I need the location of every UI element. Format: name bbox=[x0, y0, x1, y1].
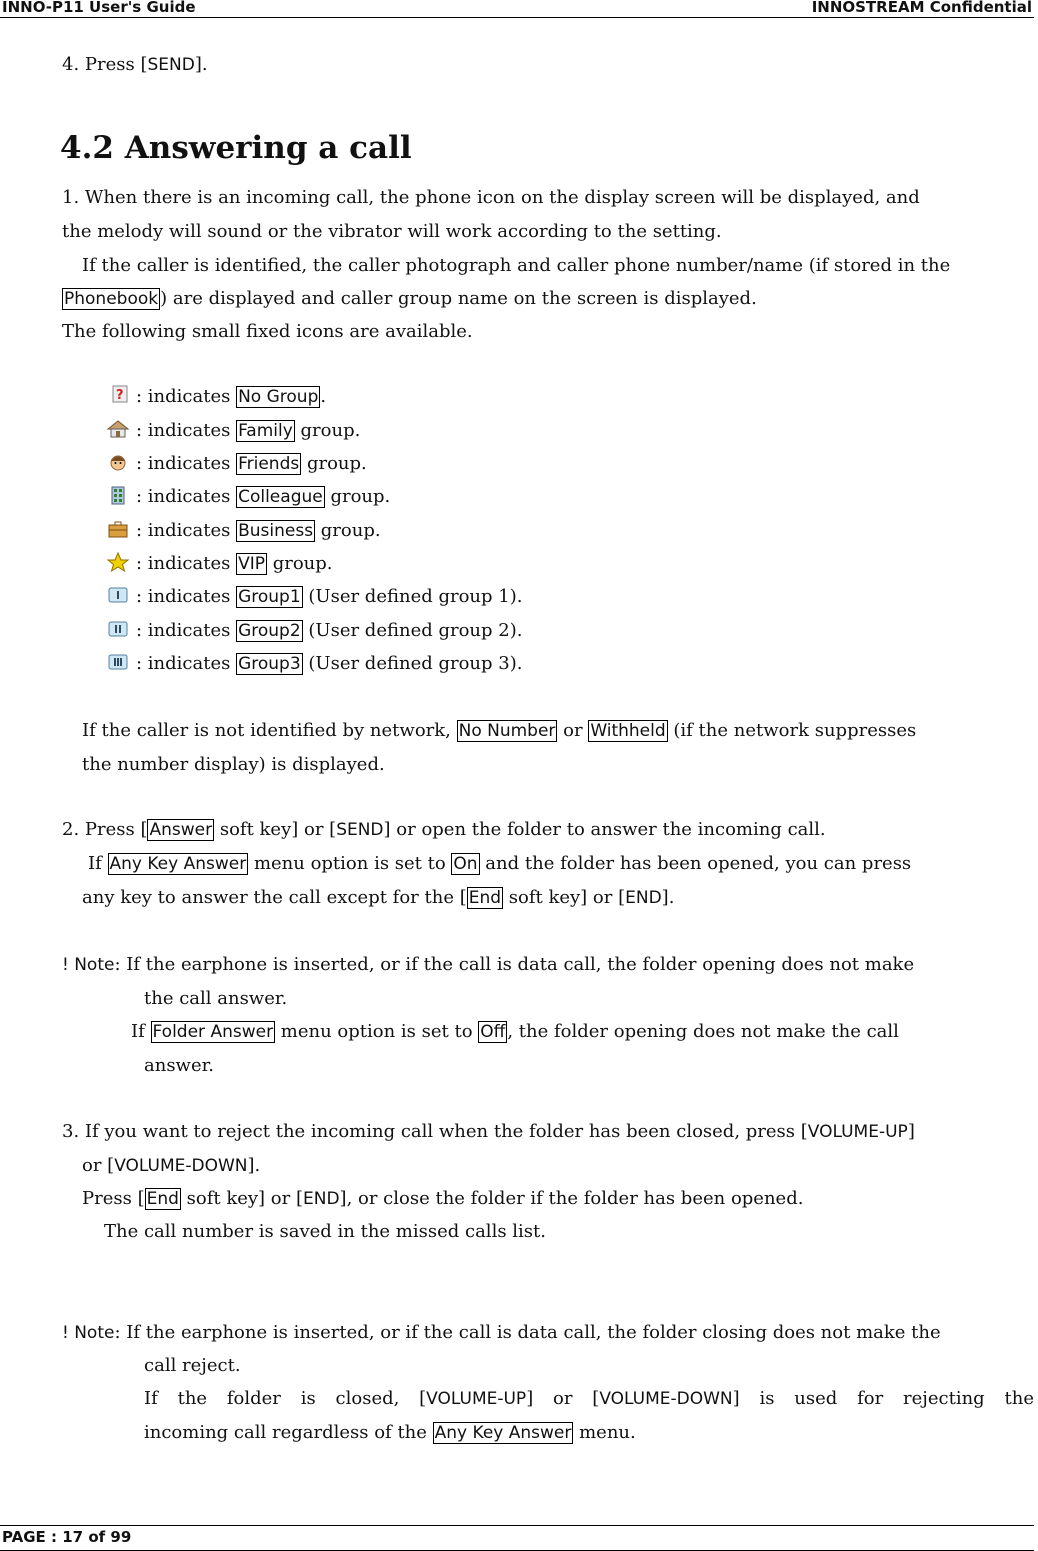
group-post: group. bbox=[267, 553, 333, 574]
note-label: ! Note bbox=[62, 1323, 115, 1343]
group-name: Group1 bbox=[238, 587, 301, 607]
note2-l3-c: ] is used for rejecting the bbox=[732, 1388, 1034, 1409]
note-label: ! Note bbox=[62, 955, 115, 975]
end-softkey-term: End bbox=[146, 1189, 179, 1209]
group-sep: : bbox=[136, 520, 143, 541]
send-key-label: SEND bbox=[336, 820, 384, 840]
on-term: On bbox=[453, 854, 478, 874]
face-icon bbox=[106, 452, 130, 472]
p1-line5: The following small fixed icons are available. bbox=[62, 321, 473, 342]
group-pre: indicates bbox=[142, 386, 237, 407]
step2-l2-post: and the folder has been opened, you can press bbox=[479, 853, 912, 874]
roman-three-icon bbox=[106, 652, 130, 672]
note2-text: : If the earphone is inserted, or if the call is data call, the folder closing does not make the bbox=[114, 1322, 941, 1343]
note2-l3-b: ] or [ bbox=[526, 1388, 600, 1409]
note2-l4-post: menu. bbox=[573, 1422, 636, 1443]
note2-line4 bbox=[144, 1421, 636, 1445]
note2-line3 bbox=[144, 1387, 1034, 1411]
p1-line4 bbox=[62, 287, 757, 311]
p1-line4-text: ) are displayed and caller group name on the screen is displayed. bbox=[160, 288, 757, 309]
group-pre: indicates bbox=[142, 453, 237, 474]
group-pre: indicates bbox=[142, 620, 237, 641]
volume-up-key-label: VOLUME-UP bbox=[426, 1389, 527, 1409]
group-sep: : bbox=[136, 386, 143, 407]
withheld-term: Withheld bbox=[590, 721, 666, 741]
question-icon bbox=[106, 385, 130, 405]
group-sep: : bbox=[136, 553, 143, 574]
group-item-vip bbox=[106, 552, 333, 576]
step3-l2-pre: or [ bbox=[82, 1155, 115, 1176]
group-name: Colleague bbox=[238, 487, 323, 507]
step4-pre: 4. Press [ bbox=[62, 54, 148, 75]
end-softkey-term: End bbox=[468, 888, 502, 908]
step3-pre: 3. If you want to reject the incoming call when the folder has been closed, press [ bbox=[62, 1121, 808, 1142]
group-post: . bbox=[320, 386, 327, 407]
building-icon bbox=[106, 485, 130, 505]
group-post: group. bbox=[324, 486, 391, 507]
note2-l4-pre: incoming call regardless of the bbox=[144, 1422, 433, 1443]
unidentified-line2: the number display) is displayed. bbox=[82, 754, 385, 775]
step2-pre: 2. Press [ bbox=[62, 819, 148, 840]
unidentified-line1 bbox=[82, 719, 916, 743]
group-post: (User defined group 1). bbox=[302, 586, 523, 607]
unidentified-pre: If the caller is not identified by network, bbox=[82, 720, 457, 741]
volume-up-key-label: VOLUME-UP bbox=[807, 1122, 908, 1142]
group-pre: indicates bbox=[142, 486, 237, 507]
star-icon bbox=[106, 552, 130, 572]
group-item-no-group bbox=[106, 385, 326, 409]
step3-l2-post: ]. bbox=[247, 1155, 261, 1176]
group-pre: indicates bbox=[142, 420, 237, 441]
unidentified-mid: or bbox=[557, 720, 589, 741]
answer-softkey-term: Answer bbox=[149, 820, 213, 840]
folder-answer-term: Folder Answer bbox=[152, 1022, 274, 1042]
step3-l3-mid: soft key] or [ bbox=[180, 1188, 303, 1209]
section-title: 4.2 Answering a call bbox=[60, 130, 412, 166]
house-icon bbox=[106, 419, 130, 439]
step2-post: ] or open the folder to answer the incoming call. bbox=[383, 819, 826, 840]
note1-text: : If the earphone is inserted, or if the call is data call, the folder opening does not make bbox=[114, 954, 915, 975]
no-number-term: No Number bbox=[458, 721, 556, 741]
group-pre: indicates bbox=[142, 653, 237, 674]
note1-l3-post: , the folder opening does not make the call bbox=[507, 1021, 899, 1042]
p1-line3: If the caller is identified, the caller photograph and caller phone number/name (if stored in the bbox=[82, 255, 951, 276]
group-post: group. bbox=[294, 420, 361, 441]
step3-line1 bbox=[62, 1120, 915, 1144]
group-name: Group3 bbox=[238, 654, 301, 674]
briefcase-icon bbox=[106, 519, 130, 539]
group-name: Friends bbox=[238, 454, 300, 474]
group-name: Group2 bbox=[238, 621, 301, 641]
note1-l3-pre: If bbox=[131, 1021, 151, 1042]
step2-line1 bbox=[62, 818, 826, 842]
send-key-label: SEND bbox=[147, 55, 195, 75]
group-sep: : bbox=[136, 420, 143, 441]
step2-line2 bbox=[88, 852, 911, 876]
volume-down-key-label: VOLUME-DOWN bbox=[599, 1389, 733, 1409]
svg-text:?: ? bbox=[116, 388, 124, 403]
step3-line4: The call number is saved in the missed calls list. bbox=[104, 1221, 546, 1242]
step2-l3-post: ]. bbox=[661, 887, 675, 908]
group-sep: : bbox=[136, 486, 143, 507]
step2-line3 bbox=[82, 886, 674, 910]
end-key-label: END bbox=[302, 1189, 340, 1209]
step3-l3-pre: Press [ bbox=[82, 1188, 145, 1209]
step4-line bbox=[62, 53, 208, 77]
end-key-label: END bbox=[625, 888, 662, 908]
note1-line1 bbox=[62, 953, 914, 977]
step2-l3-pre: any key to answer the call except for the [ bbox=[82, 887, 467, 908]
any-key-answer-term: Any Key Answer bbox=[109, 854, 247, 874]
group-post: group. bbox=[315, 520, 381, 541]
note1-line4: answer. bbox=[144, 1055, 214, 1076]
group-pre: indicates bbox=[142, 553, 237, 574]
group-post: group. bbox=[301, 453, 367, 474]
group-item-family bbox=[106, 419, 360, 443]
note2-line2: call reject. bbox=[144, 1355, 241, 1376]
step2-l2-mid: menu option is set to bbox=[248, 853, 452, 874]
roman-one-icon bbox=[106, 585, 130, 605]
page-footer bbox=[0, 1525, 1034, 1551]
p1-line1: 1. When there is an incoming call, the phone icon on the display screen will be displayed, and bbox=[62, 187, 920, 208]
p1-line2: the melody will sound or the vibrator will work according to the setting. bbox=[62, 221, 722, 242]
group-post: (User defined group 3). bbox=[302, 653, 523, 674]
off-term: Off bbox=[480, 1022, 506, 1042]
step3-line3 bbox=[82, 1187, 803, 1211]
group-item-group3 bbox=[106, 652, 522, 676]
group-post: (User defined group 2). bbox=[302, 620, 523, 641]
step3-post: ] bbox=[907, 1121, 915, 1142]
any-key-answer-term: Any Key Answer bbox=[434, 1423, 572, 1443]
note1-l3-mid: menu option is set to bbox=[275, 1021, 479, 1042]
group-item-group2 bbox=[106, 619, 522, 643]
group-item-group1 bbox=[106, 585, 522, 609]
group-sep: : bbox=[136, 620, 143, 641]
header-confidential: INNOSTREAM Confidential bbox=[811, 0, 1032, 16]
group-name: No Group bbox=[238, 387, 319, 407]
page-header bbox=[0, 0, 1034, 18]
group-item-friends bbox=[106, 452, 367, 476]
note1-line3 bbox=[131, 1020, 899, 1044]
roman-two-icon bbox=[106, 619, 130, 639]
group-name: VIP bbox=[238, 554, 265, 574]
note2-line1 bbox=[62, 1321, 941, 1345]
group-name: Family bbox=[238, 421, 293, 441]
step2-mid: soft key] or [ bbox=[214, 819, 337, 840]
group-item-business bbox=[106, 519, 381, 543]
step2-l2-pre: If bbox=[88, 853, 108, 874]
unidentified-post: (if the network suppresses bbox=[667, 720, 917, 741]
group-sep: : bbox=[136, 453, 143, 474]
group-pre: indicates bbox=[142, 586, 237, 607]
header-doc-title: INNO-P11 User's Guide bbox=[2, 0, 196, 16]
group-sep: : bbox=[136, 653, 143, 674]
group-pre: indicates bbox=[142, 520, 237, 541]
volume-down-key-label: VOLUME-DOWN bbox=[114, 1156, 248, 1176]
step3-line2 bbox=[82, 1154, 260, 1178]
page-number: PAGE : 17 of 99 bbox=[2, 1528, 132, 1546]
step3-l3-post: ], or close the folder if the folder has been opened. bbox=[339, 1188, 804, 1209]
phonebook-term: Phonebook bbox=[64, 289, 159, 309]
group-sep: : bbox=[136, 586, 143, 607]
note1-line2: the call answer. bbox=[144, 988, 288, 1009]
group-item-colleague bbox=[106, 485, 390, 509]
group-name: Business bbox=[238, 521, 314, 541]
step4-post: ]. bbox=[194, 54, 208, 75]
note2-l3-a: If the folder is closed, [ bbox=[144, 1388, 427, 1409]
step2-l3-mid: soft key] or [ bbox=[503, 887, 626, 908]
